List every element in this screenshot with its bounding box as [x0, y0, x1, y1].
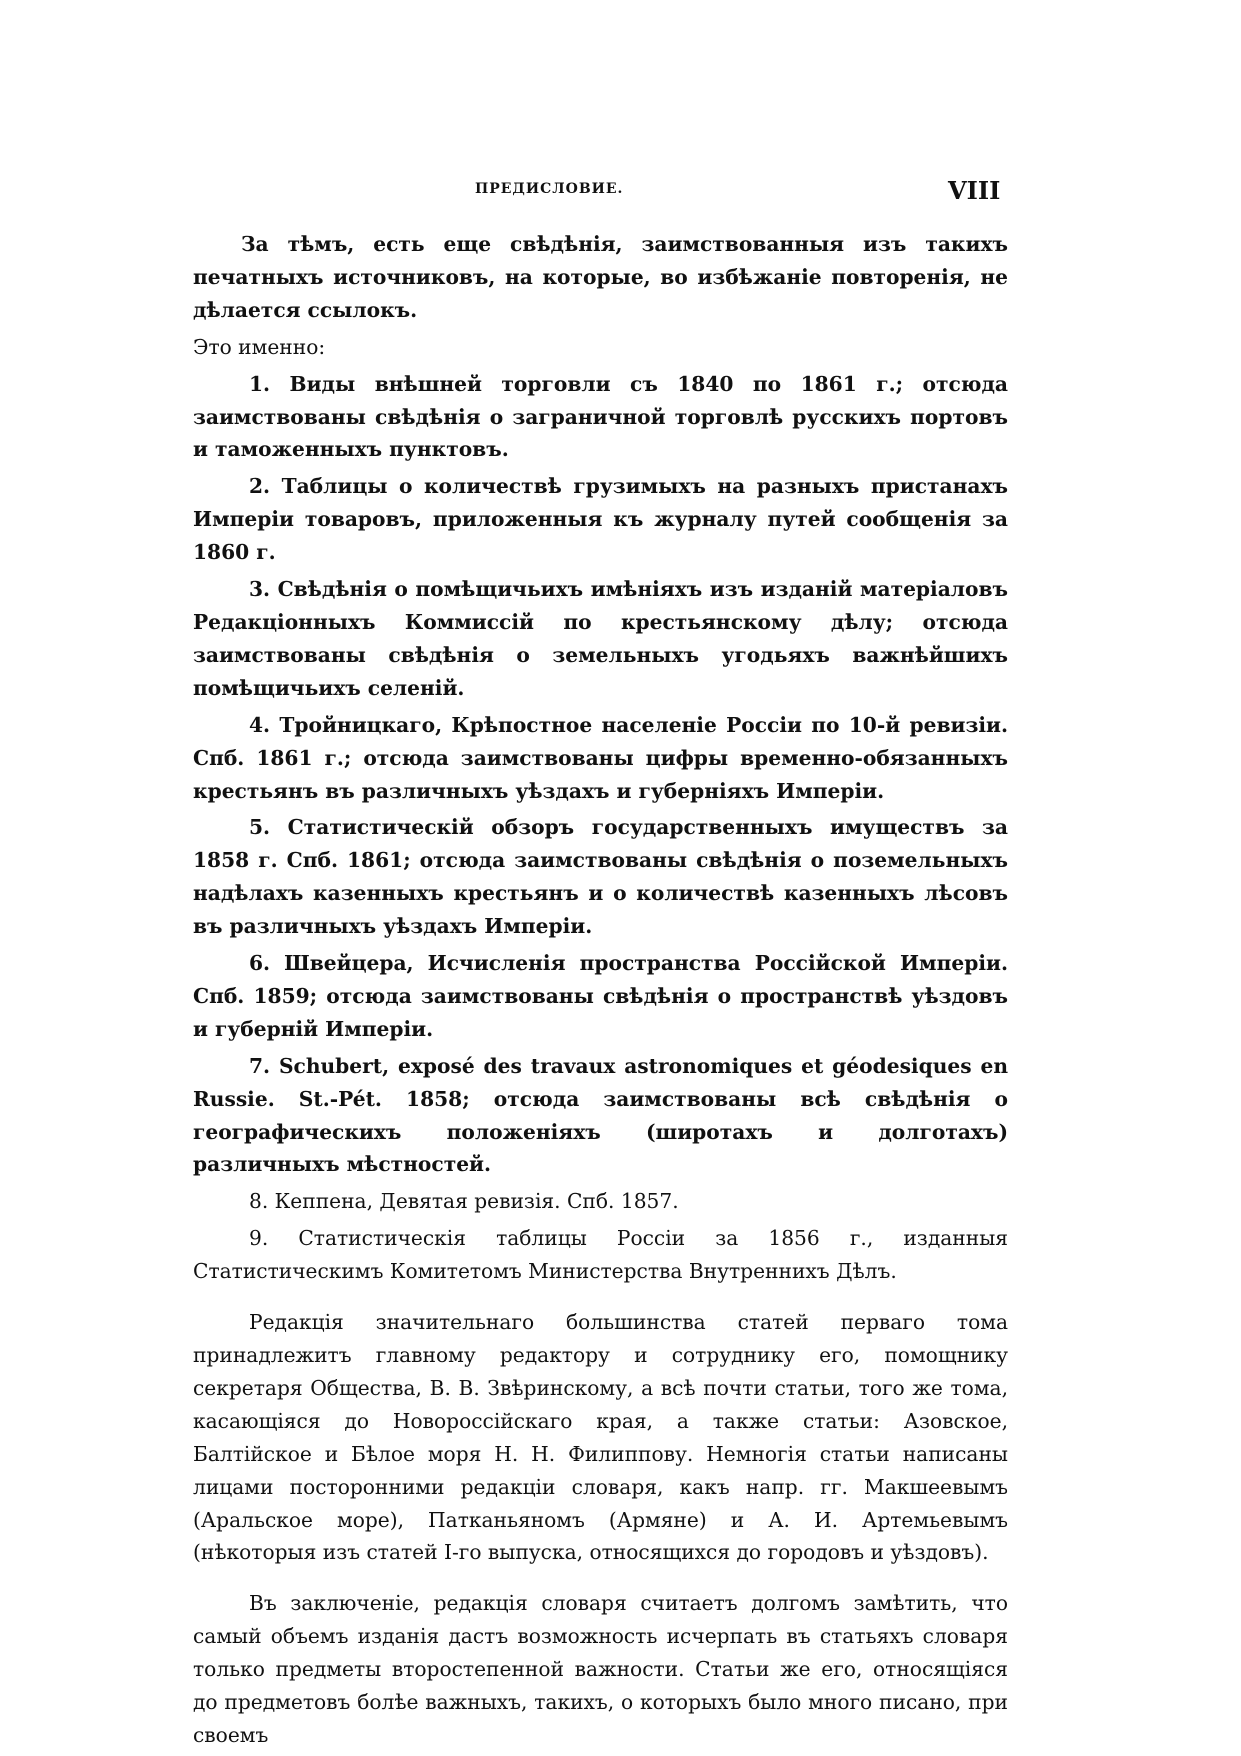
- source-item-4: 4. Тройницкаго, Крѣпостное населеніе Россіи по 10-й ревизіи. Спб. 1861 г.; отсюда заимствованы цифры временно-обязанныхъ крестьянъ въ различныхъ уѣздахъ и губерніяхъ Имперіи.: [193, 712, 1008, 803]
- source-item-5: 5. Статистическій обзоръ государственныхъ имуществъ за 1858 г. Спб. 1861; отсюда заимствованы свѣдѣнія о поземельныхъ надѣлахъ казенныхъ крестьянъ и о количествѣ казенныхъ лѣсовъ въ различныхъ уѣздахъ Имперіи.: [193, 815, 1008, 939]
- running-title: ПРЕДИСЛОВИЕ.: [475, 181, 624, 197]
- source-item-3: 3. Свѣдѣнія о помѣщичьихъ имѣніяхъ изъ изданій матеріаловъ Редакціонныхъ Коммиссій по крестьянскому дѣлу; отсюда заимствованы свѣдѣнія о земельныхъ угодьяхъ важнѣйшихъ помѣщичьихъ селеній.: [193, 577, 1008, 700]
- body-text: [193, 228, 1008, 1756]
- page-number: VIII: [948, 176, 1001, 205]
- paragraph-intro: За тѣмъ, есть еще свѣдѣнія, заимствованныя изъ такихъ печатныхъ источниковъ, на которые, во избѣжаніе повторенія, не дѣлается ссылокъ.: [193, 232, 1008, 322]
- source-item-6: 6. Швейцера, Исчисленія пространства Россійской Имперіи. Спб. 1859; отсюда заимствованы свѣдѣнія о пространствѣ уѣздовъ и губерній Имперіи.: [193, 951, 1008, 1041]
- paragraph-editors: Редакція значительнаго большинства статей перваго тома принадлежитъ главному редактору и сотруднику его, помощнику секретаря Общества, В. В. Звѣринскому, а всѣ почти статьи, того же тома, касающіяся до Новороссійскаго края, а также статьи: Азовское, Балтійское и Бѣлое моря Н. Н. Филиппову. Немногія статьи написаны лицами посторонними редакціи словаря, какъ напр. гг. Макшеевымъ (Аральское море), Патканьяномъ (Армяне) и А. И. Артемьевымъ (нѣкоторыя изъ статей I-го выпуска, относящихся до городовъ и уѣздовъ).: [193, 1310, 1008, 1565]
- source-item-2: 2. Таблицы о количествѣ грузимыхъ на разныхъ пристанахъ Имперіи товаровъ, приложенныя къ журналу путей сообщенія за 1860 г.: [193, 474, 1008, 565]
- paragraph-list-lead: Это именно:: [193, 334, 326, 359]
- paragraph-conclusion: Въ заключеніе, редакція словаря считаетъ долгомъ замѣтить, что самый объемъ изданія дастъ возможность исчерпать въ статьяхъ словаря только предметы второстепенной важности. Статьи же его, относящіяся до предметовъ болѣе важныхъ, такихъ, о которыхъ было много писано, при своемъ: [193, 1591, 1008, 1747]
- source-item-8: 8. Кеппена, Девятая ревизія. Спб. 1857.: [249, 1189, 679, 1214]
- source-item-7: 7. Schubert, exposé des travaux astronomiques et géodesiques en Russie. St.-Pét. 1858; отсюда заимствованы всѣ свѣдѣнія о географическихъ положеніяхъ (широтахъ и долготахъ) различныхъ мѣстностей.: [193, 1053, 1008, 1177]
- source-item-1: 1. Виды внѣшней торговли съ 1840 по 1861 г.; отсюда заимствованы свѣдѣнія о заграничной торговлѣ русскихъ портовъ и таможенныхъ пунктовъ.: [193, 371, 1008, 462]
- source-item-9: 9. Статистическія таблицы Россіи за 1856 г., изданныя Статистическимъ Комитетомъ Министерства Внутреннихъ Дѣлъ.: [193, 1226, 1008, 1284]
